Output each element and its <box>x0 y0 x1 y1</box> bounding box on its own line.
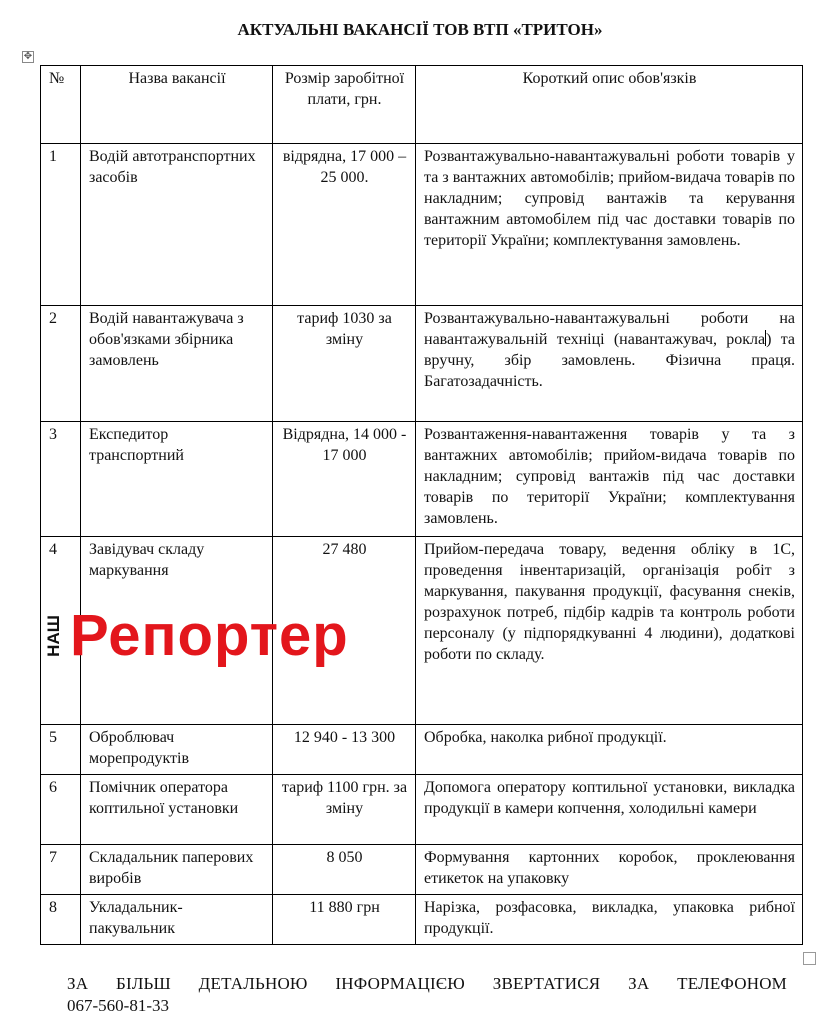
row-salary: Відрядна, 14 000 - 17 000 <box>273 422 416 537</box>
document-title: АКТУАЛЬНІ ВАКАНСІЇ ТОВ ВТП «ТРИТОН» <box>237 20 603 39</box>
row-name: Оброблювач морепродуктів <box>81 725 273 775</box>
table-row <box>41 845 803 895</box>
row-num: 7 <box>41 845 81 895</box>
row-name: Водій автотранспортних засобів <box>81 144 273 306</box>
row-desc: Прийом-передача товару, ведення обліку в 1С, проведення інвентаризацій, організація робіт з маркування, пакування продукції, фасування снеків, розрахунок потреб, підбір кадрів та контроль роботи персоналу (у підпорядкуванні 4 людини), додаткові роботи по складу. <box>416 537 803 725</box>
row-salary: 27 480 <box>273 537 416 725</box>
header-num: № <box>41 66 81 144</box>
header-name: Назва вакансії <box>81 66 273 144</box>
row-name: Складальник паперових виробів <box>81 845 273 895</box>
row-num: 6 <box>41 775 81 845</box>
footer-phone: 067-560-81-33 <box>67 996 169 1015</box>
row-num: 3 <box>41 422 81 537</box>
row-desc: Розвантаження-навантаження товарів у та з вантажних автомобілів; прийом-видача товарів по накладним; супровід вантажів під час доставки товарів по території України; комплектування замовлень. <box>416 422 803 537</box>
row-desc: Обробка, наколка рибної продукції. <box>416 725 803 775</box>
row-desc[interactable] <box>416 306 803 422</box>
row-salary: 11 880 грн <box>273 895 416 945</box>
row-name: Експедитор транспортний <box>81 422 273 537</box>
table-resize-handle[interactable] <box>803 952 816 965</box>
row-num: 5 <box>41 725 81 775</box>
contact-footer <box>67 973 787 1017</box>
table-row <box>41 306 803 422</box>
table-row <box>41 144 803 306</box>
table-row <box>41 775 803 845</box>
row-desc: Нарізка, розфасовка, викладка, упаковка рибної продукції. <box>416 895 803 945</box>
row-name: Завідувач складу маркування <box>81 537 273 725</box>
row-desc-part-b: ) та вручну, збір замовлень. Фізична праця. Багатозадачність. <box>424 331 795 390</box>
reporter-watermark-logo <box>44 604 406 668</box>
row-num: 1 <box>41 144 81 306</box>
table-row <box>41 725 803 775</box>
table-row <box>41 422 803 537</box>
vacancies-table <box>40 65 803 945</box>
row-num: 2 <box>41 306 81 422</box>
row-name: Помічник оператора коптильної установки <box>81 775 273 845</box>
header-desc: Короткий опис обов'язків <box>416 66 803 144</box>
row-desc: Розвантажувально-навантажувальні роботи товарів у та з вантажних автомобілів; прийом-видача товарів по накладним; супровід вантажів та керування вантажним автомобілем під час доставки товарів по території України; комплектування замовлень. <box>416 144 803 306</box>
row-salary: відрядна, 17 000 – 25 000. <box>273 144 416 306</box>
table-move-handle-icon[interactable]: ✥ <box>23 51 33 62</box>
row-name: Водій навантажувача з обов'язками збірника замовлень <box>81 306 273 422</box>
row-salary: 8 050 <box>273 845 416 895</box>
header-salary: Розмір заробітної плати, грн. <box>273 66 416 144</box>
logo-main-text: Репортер <box>70 603 349 668</box>
logo-small-text: НАШ <box>44 615 64 657</box>
row-salary: тариф 1100 грн. за зміну <box>273 775 416 845</box>
row-salary: 12 940 - 13 300 <box>273 725 416 775</box>
row-desc: Формування картонних коробок, проклеювання етикеток на упаковку <box>416 845 803 895</box>
row-desc: Допомога оператору коптильної установки, викладка продукції в камери копчення, холодильні камери <box>416 775 803 845</box>
row-desc-part-a: Розвантажувально-навантажувальні роботи на навантажувальній техніці (навантажувач, рокла <box>424 310 795 348</box>
footer-line-1: ЗА БІЛЬШ ДЕТАЛЬНОЮ ІНФОРМАЦІЄЮ ЗВЕРТАТИСЯ ЗА ТЕЛЕФОНОМ <box>67 974 787 993</box>
table-header-row <box>41 66 803 144</box>
row-num: 8 <box>41 895 81 945</box>
table-row <box>41 895 803 945</box>
row-salary: тариф 1030 за зміну <box>273 306 416 422</box>
row-num: 4 <box>41 537 81 725</box>
row-name: Укладальник-пакувальник <box>81 895 273 945</box>
